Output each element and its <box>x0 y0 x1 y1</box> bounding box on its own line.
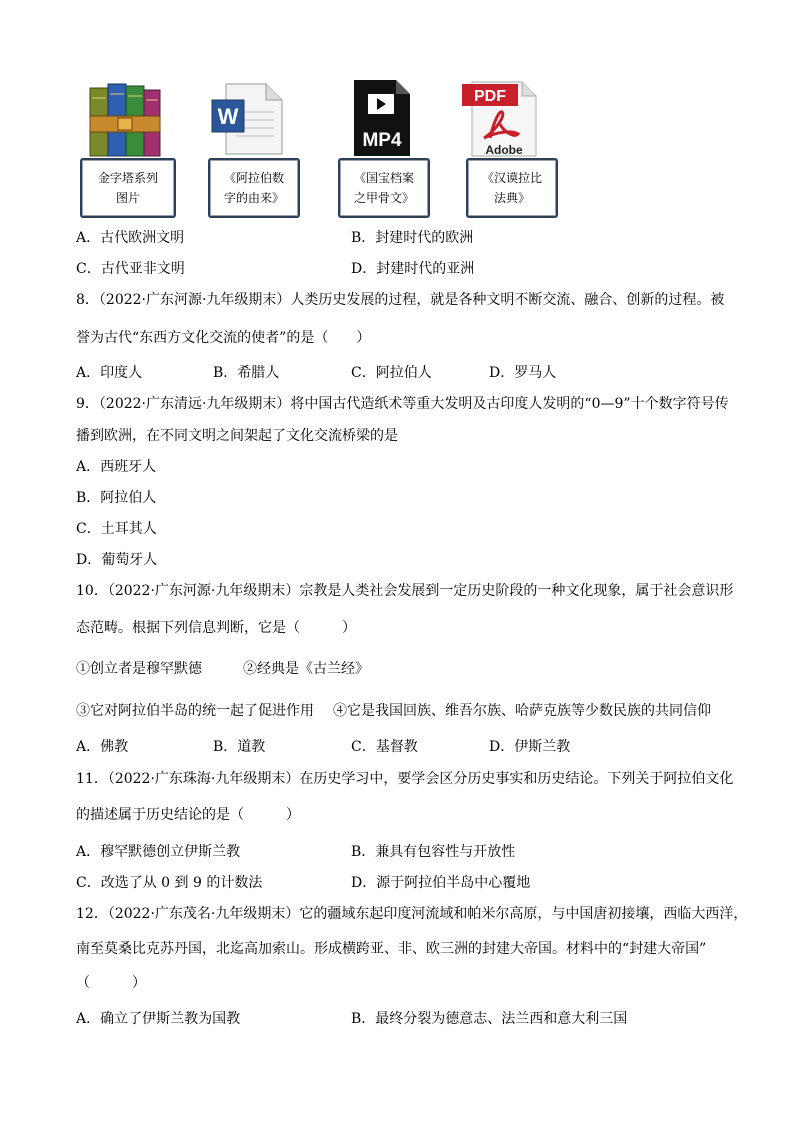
q8-option-c: C．阿拉伯人 <box>351 365 432 381</box>
q9-stem-line1: 9．（2022·广东清远·九年级期末）将中国古代造纸术等重大发明及古印度人发明的“0—9”十个数字符号传 <box>76 396 729 412</box>
q9-option-c: C．土耳其人 <box>76 521 157 537</box>
q11-stem-line2: 的描述属于历史结论的是（ ） <box>76 807 300 823</box>
q11-option-c: C．改选了从 0 到 9 的计数法 <box>76 875 263 891</box>
q10-info-3: ③它对阿拉伯半岛的统一起了促进作用 <box>76 703 314 719</box>
q10-stem-line2: 态范畴。根据下列信息判断，它是（ ） <box>76 620 356 636</box>
q12-stem-line3: （ ） <box>76 975 146 991</box>
caption-line: 图片 <box>115 191 140 205</box>
q8-option-d: D．罗马人 <box>489 365 557 381</box>
svg-text:W: W <box>217 104 239 129</box>
q9-option-b: B．阿拉伯人 <box>76 490 157 506</box>
caption-line: 金字塔系列 <box>97 171 158 185</box>
q11-option-d: D．源于阿拉伯半岛中心覆地 <box>351 875 531 891</box>
q10-option-a: A．佛教 <box>76 739 129 755</box>
q10-option-b: B．道教 <box>213 739 266 755</box>
q11-stem-line1: 11．（2022·广东珠海·九年级期末）在历史学习中，要学会区分历史事实和历史结论。下列关于阿拉伯文化 <box>76 771 734 787</box>
caption-pyramid-pictures <box>80 158 176 218</box>
q8-option-a: A．印度人 <box>76 365 143 381</box>
q11-option-b: B．兼具有包容性与开放性 <box>351 844 516 860</box>
q10-option-c: C．基督教 <box>351 739 418 755</box>
caption-line: 《汉谟拉比 <box>481 171 542 185</box>
caption-line: 之甲骨文》 <box>353 191 414 205</box>
q7-option-d: D．封建时代的亚洲 <box>351 261 475 277</box>
q7-option-b: B．封建时代的欧洲 <box>351 230 474 246</box>
caption-arabic-numerals-doc <box>208 158 300 218</box>
pdf-file-icon <box>460 80 540 158</box>
q7-option-c: C．古代亚非文明 <box>76 261 185 277</box>
q10-info-2: ②经典是《古兰经》 <box>243 661 369 677</box>
q10-stem-line1: 10．（2022·广东河源·九年级期末）宗教是人类社会发展到一定历史阶段的一种文化现象，属于社会意识形 <box>76 583 734 599</box>
q10-info-1: ①创立者是穆罕默德 <box>76 661 202 677</box>
q12-option-a: A．确立了伊斯兰教为国教 <box>76 1011 241 1027</box>
mp4-file-icon <box>352 78 412 158</box>
q10-option-d: D．伊斯兰教 <box>489 739 571 755</box>
q12-stem-line2: 南至莫桑比克苏丹国，北迄高加索山。形成横跨亚、非、欧三洲的封建大帝国。材料中的“封建大帝国” <box>76 941 707 957</box>
q9-option-a: A．西班牙人 <box>76 459 157 475</box>
pdf-label: PDF <box>474 88 506 105</box>
q9-stem-line2: 播到欧洲，在不同文明之间架起了文化交流桥梁的是 <box>76 428 398 444</box>
q10-info-4: ④它是我国回族、维吾尔族、哈萨克族等少数民族的共同信仰 <box>333 703 711 719</box>
q12-option-b: B．最终分裂为德意志、法兰西和意大利三国 <box>351 1011 628 1027</box>
book-stack-icon <box>88 80 164 160</box>
caption-line: 《阿拉伯数 <box>223 171 284 185</box>
q9-option-d: D．葡萄牙人 <box>76 552 158 568</box>
caption-line: 字的由来》 <box>223 191 284 205</box>
caption-oracle-bone-video <box>338 158 430 218</box>
q8-stem-line2: 誉为古代“东西方文化交流的使者”的是（ ） <box>76 330 371 346</box>
q7-option-a: A．古代欧洲文明 <box>76 230 185 246</box>
q12-stem-line1: 12．（2022·广东茂名·九年级期末）它的疆域东起印度河流域和帕米尔高原，与中国唐初接壤，西临大西洋， <box>76 906 748 922</box>
mp4-label: MP4 <box>362 130 402 151</box>
q8-option-b: B．希腊人 <box>213 365 280 381</box>
caption-hammurabi-pdf <box>466 158 558 218</box>
caption-line: 法典》 <box>493 191 530 205</box>
caption-line: 《国宝档案 <box>353 171 414 185</box>
q11-option-a: A．穆罕默德创立伊斯兰教 <box>76 844 241 860</box>
adobe-label: Adobe <box>485 143 523 157</box>
word-document-icon <box>208 82 288 156</box>
q8-stem-line1: 8．（2022·广东河源·九年级期末）人类历史发展的过程，就是各种文明不断交流、融合、创新的过程。被 <box>76 292 725 308</box>
